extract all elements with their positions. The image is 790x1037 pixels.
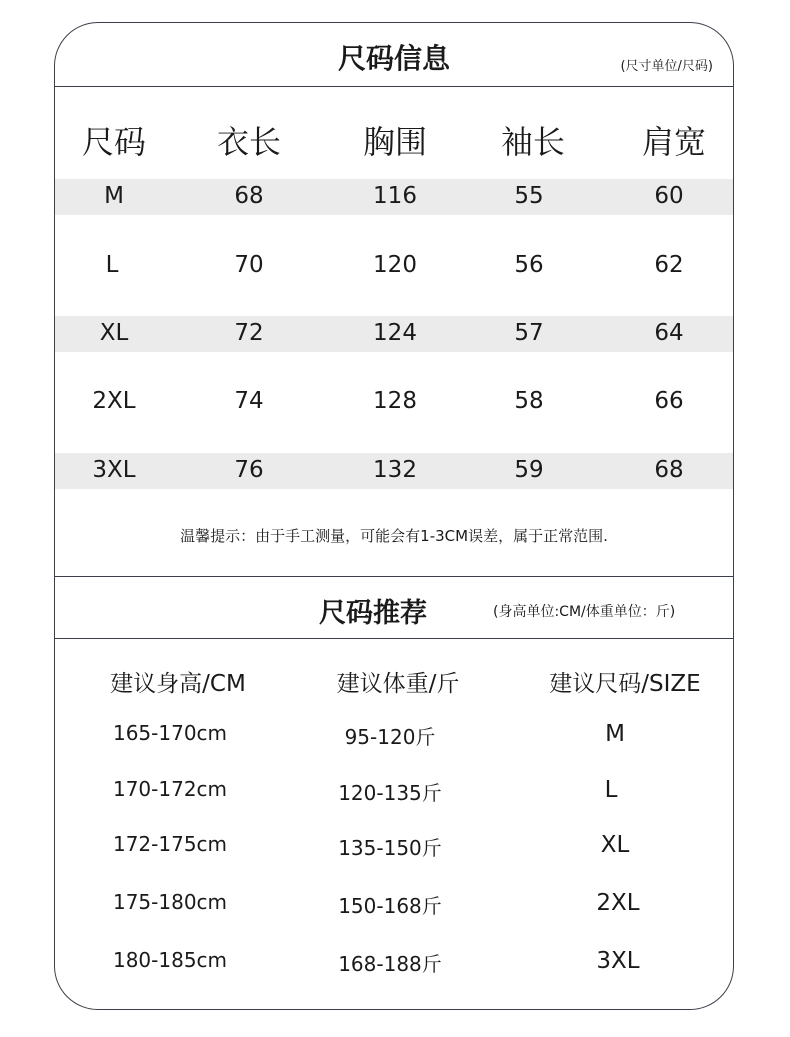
column-header-size: 尺码 — [81, 123, 147, 161]
cell-size: XL — [99, 320, 129, 346]
size-info-title: 尺码信息 — [337, 42, 450, 75]
recommend-title: 尺码推荐 — [319, 598, 427, 629]
cell-sleeve: 59 — [514, 457, 544, 483]
cell-chest: 116 — [373, 183, 417, 209]
cell-recommended-size: XL — [600, 832, 630, 858]
cell-height: 175-180cm — [112, 890, 228, 914]
cell-sleeve: 55 — [514, 183, 544, 209]
table-row — [55, 316, 733, 352]
cell-chest: 124 — [373, 320, 417, 346]
cell-size: L — [105, 252, 119, 278]
cell-recommended-size: 3XL — [596, 948, 640, 974]
cell-height: 180-185cm — [112, 948, 228, 972]
cell-shoulder: 62 — [654, 252, 684, 278]
cell-height: 172-175cm — [112, 832, 228, 856]
cell-size: 3XL — [92, 457, 136, 483]
cell-height: 170-172cm — [112, 777, 228, 801]
cell-chest: 132 — [373, 457, 417, 483]
cell-height: 165-170cm — [112, 721, 228, 745]
column-header-chest: 胸围 — [362, 123, 428, 161]
cell-size: 2XL — [92, 388, 136, 414]
list-item — [55, 832, 733, 862]
cell-shoulder: 60 — [654, 183, 684, 209]
cell-length: 72 — [234, 320, 264, 346]
cell-sleeve: 58 — [514, 388, 544, 414]
list-item — [55, 890, 733, 920]
measurement-tip: 温馨提示：由于手工测量，可能会有1-3CM误差，属于正常范围. — [180, 527, 608, 545]
table-row — [55, 453, 733, 489]
cell-shoulder: 66 — [654, 388, 684, 414]
cell-weight: 135-150斤 — [338, 836, 442, 860]
column-header-height: 建议身高/CM — [110, 671, 246, 697]
column-header-recommended-size: 建议尺码/SIZE — [549, 671, 701, 697]
column-header-sleeve: 袖长 — [500, 123, 566, 161]
recommend-unit-note: (身高单位:CM/体重单位：斤) — [493, 604, 676, 620]
cell-recommended-size: M — [605, 721, 625, 747]
cell-weight: 150-168斤 — [338, 894, 442, 918]
column-header-weight: 建议体重/斤 — [336, 671, 460, 697]
size-info-unit-note: (尺寸单位/尺码) — [620, 59, 713, 74]
list-item — [55, 777, 733, 807]
column-header-length: 衣长 — [216, 123, 282, 161]
cell-recommended-size: 2XL — [596, 890, 640, 916]
cell-weight: 95-120斤 — [344, 725, 436, 749]
recommend-table-header — [55, 665, 733, 697]
cell-sleeve: 56 — [514, 252, 544, 278]
cell-length: 70 — [234, 252, 264, 278]
cell-length: 74 — [234, 388, 264, 414]
size-info-header — [55, 23, 733, 87]
table-row — [55, 248, 733, 284]
cell-weight: 168-188斤 — [338, 952, 442, 976]
cell-shoulder: 68 — [654, 457, 684, 483]
size-chart-card — [54, 22, 734, 1010]
cell-recommended-size: L — [604, 777, 618, 803]
table-row — [55, 384, 733, 420]
cell-length: 68 — [234, 183, 264, 209]
list-item — [55, 948, 733, 978]
cell-chest: 128 — [373, 388, 417, 414]
cell-weight: 120-135斤 — [338, 781, 442, 805]
cell-shoulder: 64 — [654, 320, 684, 346]
cell-size: M — [104, 183, 124, 209]
size-table-header — [55, 117, 733, 161]
list-item — [55, 721, 733, 751]
table-row — [55, 179, 733, 215]
column-header-shoulder: 肩宽 — [641, 123, 707, 161]
cell-chest: 120 — [373, 252, 417, 278]
recommend-header — [55, 576, 733, 639]
cell-length: 76 — [234, 457, 264, 483]
cell-sleeve: 57 — [514, 320, 544, 346]
